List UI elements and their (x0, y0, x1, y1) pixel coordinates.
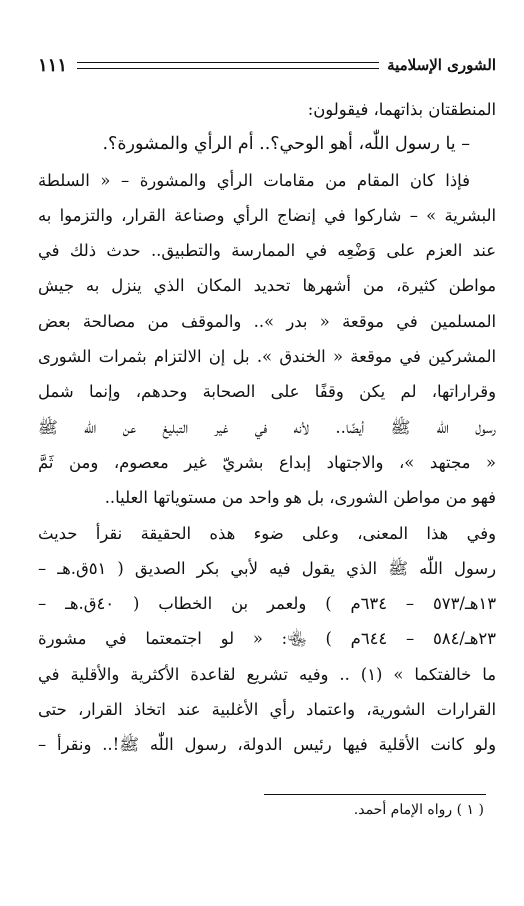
footnote: ( ١ ) رواه الإمام أحمد. (353, 802, 484, 818)
text-line: فإذا كان المقام من مقامات الرأي والمشورة – « السلطة (38, 170, 470, 190)
text-line: رسول اللّٰه ﷺ أيضًا.. لأنه في غير التبليغ عن اللّٰه ﷺ (38, 417, 496, 437)
text-line: القرارات الشورية، واعتماد رأي الأغلبية عند اتخاذ القرار، حتى (38, 700, 496, 720)
text-line: – يا رسول اللّٰه، أهو الوحي؟.. أم الرأي والمشورة؟. (102, 134, 470, 155)
text-line: « مجتهد »، والاجتهاد إبداع بشريّ غير معصوم، ومن ثَمَّ (38, 452, 496, 472)
page-number: ١١١ (38, 54, 68, 76)
text-line: فهو من مواطن الشورى، بل هو واحد من مستوياتها العليا.. (104, 488, 496, 508)
page-header (38, 50, 496, 80)
text-line: مواطن كثيرة، من أشهرها تحديد المكان الذي ينزل به جيش (38, 276, 496, 296)
text-line: المنطقتان بذاتهما، فيقولون: (307, 100, 496, 119)
footnote-separator (264, 794, 486, 795)
running-title: الشورى الإسلامية (387, 56, 496, 74)
text-line: ولو كانت الأقلية فيها رئيس الدولة، رسول اللّٰه ﷺ!.. ونقرأ – (38, 735, 496, 755)
header-double-rule (77, 62, 379, 69)
text-line: المشركين في موقعة « الخندق ». بل إن الالتزام بثمرات الشورى (38, 347, 496, 367)
text-line: ما خالفتكما » (١) .. وفيه تشريع لقاعدة الأكثرية والأقلية في (38, 664, 496, 684)
text-line: رسول اللّٰه ﷺ الذي يقول فيه لأبي بكر الصديق ( ٥١ق.هـ – (38, 558, 496, 578)
text-line: ١٣هـ/٥٧٣ – ٦٣٤م ) ولعمر بن الخطاب ( ٤٠ق.هـ – (38, 594, 496, 614)
text-line: عند العزم على وَضْعِه في الممارسة والتطبيق.. حدث ذلك في (38, 241, 496, 261)
text-line: وفي هذا المعنى، وعلى ضوء هذه الحقيقة نقرأ حديث (38, 523, 496, 543)
text-line: وقراراتها، لم يكن وقفًا على الصحابة وحدهم، وإنما شمل (38, 382, 496, 402)
text-line: البشرية » – شاركوا في إنضاج الرأي وصناعة القرار، والتزموا به (38, 205, 496, 225)
body-text (38, 92, 496, 763)
text-line: ٢٣هـ/٥٨٤ – ٦٤٤م ) ﵄: « لو اجتمعتما في مشورة (38, 629, 496, 649)
text-line: المسلمين في موقعة « بدر ».. والموقف من مصالحة بعض (38, 311, 496, 331)
